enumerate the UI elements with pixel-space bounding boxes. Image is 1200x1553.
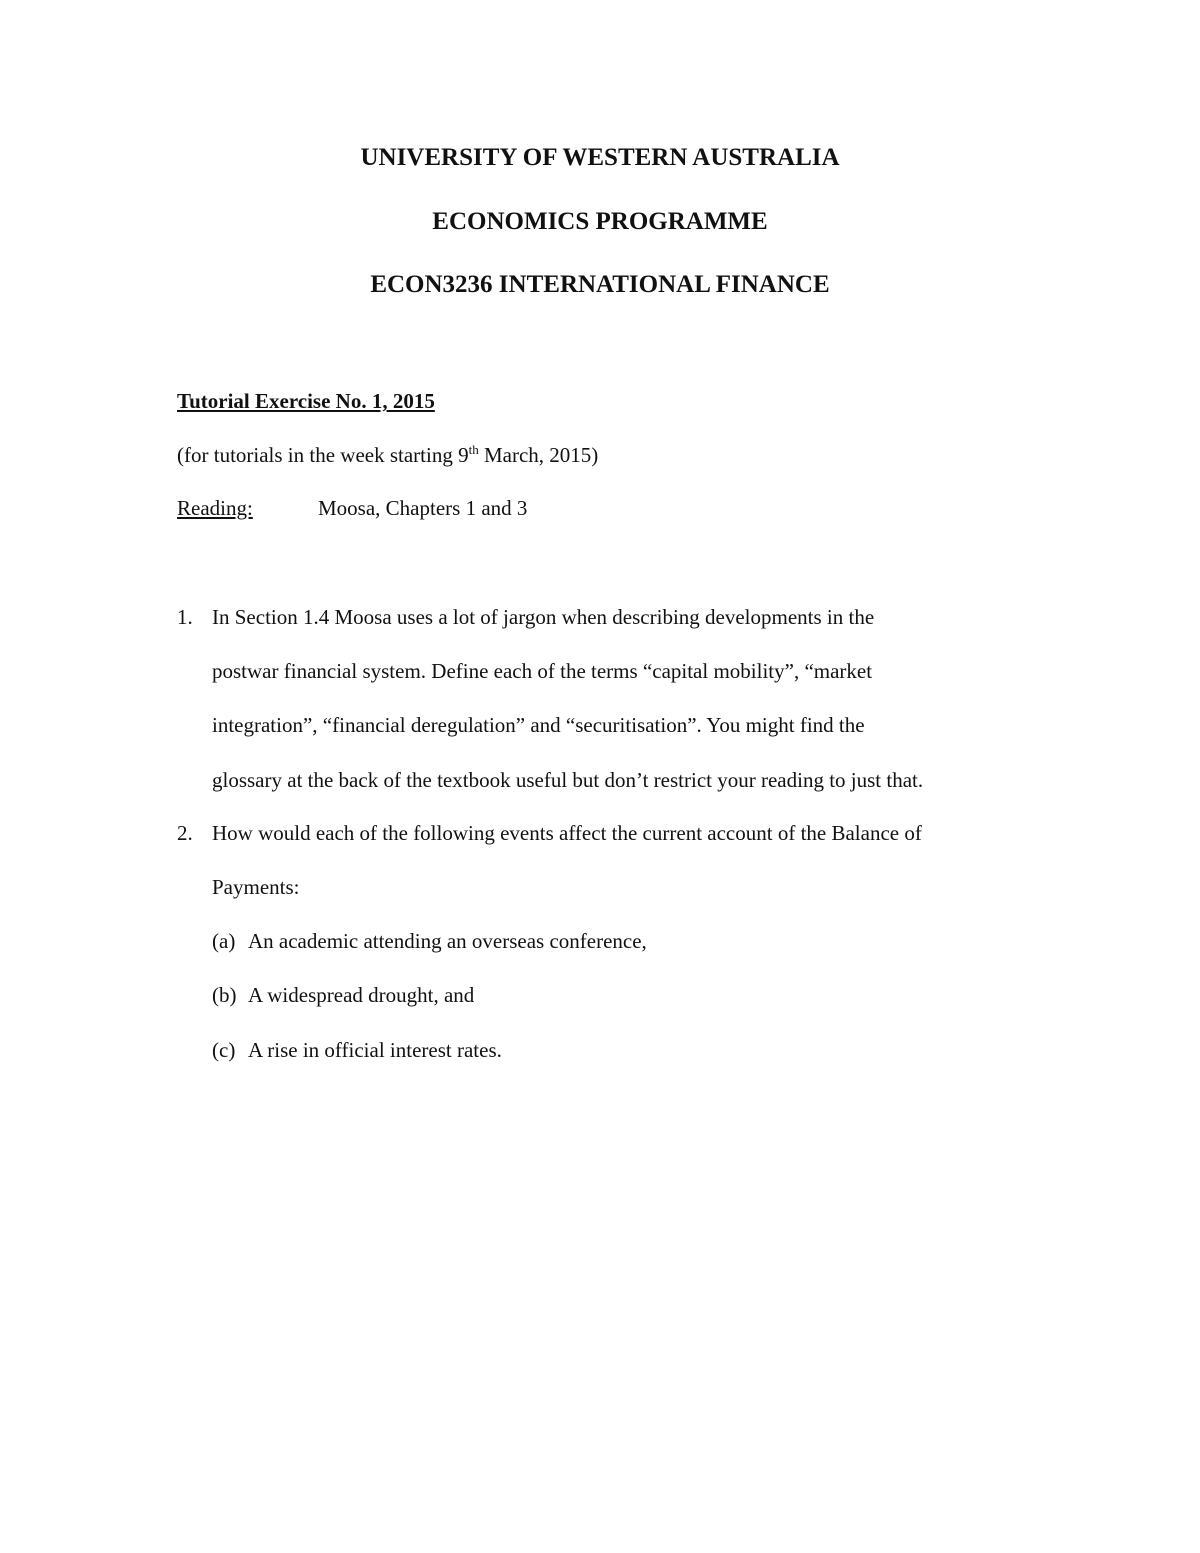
- subitem-label: (a): [212, 929, 236, 953]
- question-line: integration”, “financial deregulation” and “securitisation”. You might find the: [212, 713, 865, 737]
- question-line: How would each of the following events affect the current account of the Balance of: [212, 821, 922, 845]
- subitem-text: A rise in official interest rates.: [248, 1038, 502, 1062]
- unit-heading: ECON3236 INTERNATIONAL FINANCE: [370, 271, 830, 298]
- university-heading: UNIVERSITY OF WESTERN AUSTRALIA: [360, 144, 840, 171]
- subitem-text: A widespread drought, and: [248, 983, 475, 1007]
- note-text-end: March, 2015): [478, 443, 599, 467]
- programme-heading: ECONOMICS PROGRAMME: [432, 208, 768, 235]
- question-number: 1.: [177, 605, 193, 629]
- question-line: In Section 1.4 Moosa uses a lot of jargon when describing developments in the: [212, 605, 875, 629]
- question-line: Payments:: [212, 875, 300, 899]
- reading-value: Moosa, Chapters 1 and 3: [318, 496, 528, 520]
- subitem-label: (c): [212, 1038, 236, 1062]
- tutorial-week-note: [177, 441, 598, 469]
- question-line: glossary at the back of the textbook useful but don’t restrict your reading to just that.: [212, 768, 924, 792]
- reading-label: Reading:: [177, 496, 253, 520]
- exercise-title: Tutorial Exercise No. 1, 2015: [177, 389, 435, 413]
- question-number: 2.: [177, 821, 193, 845]
- note-superscript: th: [468, 442, 479, 457]
- question-line: postwar financial system. Define each of the terms “capital mobility”, “market: [212, 659, 873, 683]
- note-text-start: (for tutorials in the week starting 9: [177, 443, 469, 467]
- subitem-label: (b): [212, 983, 237, 1007]
- subitem-text: An academic attending an overseas conference,: [248, 929, 647, 953]
